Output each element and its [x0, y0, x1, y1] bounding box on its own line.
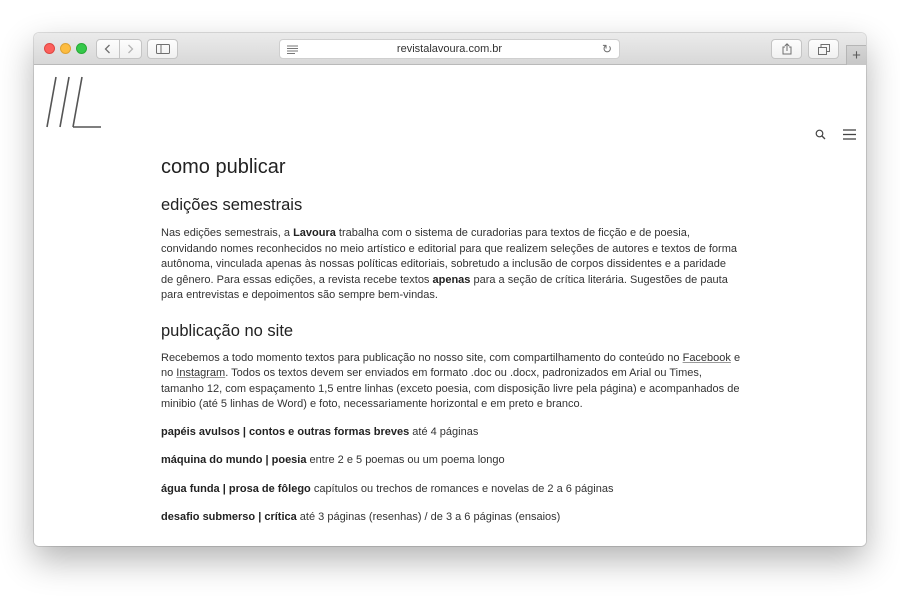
- facebook-link[interactable]: Facebook: [682, 351, 731, 364]
- category-item: água funda | prosa de fôlego capítulos ou trechos de romances e novelas de 2 a 6 páginas: [161, 482, 614, 495]
- close-window-button[interactable]: [44, 43, 55, 54]
- browser-window: [34, 33, 866, 546]
- bold-apenas: apenas: [432, 273, 471, 286]
- hamburger-menu-icon[interactable]: [843, 129, 856, 140]
- tabs-icon: [818, 44, 830, 55]
- reload-icon[interactable]: ↻: [601, 42, 612, 56]
- page-title: como publicar: [161, 156, 286, 178]
- paragraph-site: Recebemos a todo momento textos para publicação no nosso site, com compartilhamento do conteúdo no Facebook e no Instagram. Todos os textos devem ser enviados em formato .doc ou .docx, padronizados em Arial ou Times, tamanho 12, com espaçamento 1,5 entre linhas (exceto poesia, com disposição livre pela página) e acompanhados de minibio (até 5 linhas de Word) e foto, necessariamente horizontal e em preto e branco.: [161, 351, 741, 410]
- sidebar-icon: [156, 44, 170, 54]
- bold-lavoura: Lavoura: [293, 227, 336, 239]
- url-text: revistalavoura.com.br: [396, 43, 503, 55]
- article-content: [161, 155, 741, 526]
- show-tabs-button[interactable]: [808, 39, 839, 59]
- instagram-link[interactable]: Instagram: [176, 367, 226, 379]
- section-heading-site: publicação no site: [161, 321, 294, 340]
- site-logo[interactable]: [46, 76, 102, 128]
- category-item: desafio submerso | crítica até 3 páginas (resenhas) / de 3 a 6 páginas (ensaios): [161, 511, 561, 523]
- sidebar-toggle-button[interactable]: [147, 39, 178, 59]
- paragraph-semestrais: Nas edições semestrais, a Lavoura trabalha com o sistema de curadorias para textos de ficção e de poesia, convidando nomes reconhecidos no meio artístico e editorial para que realizem seleções de autores e textos de forma autônoma, vinculada apenas às nossas políticas editoriais, sobretudo a inclusão de corpos dissidentes e a paridade de gênero. Para essas edições, a revista recebe textos apenas para a seção de crítica literária. Sugestões de pauta para entrevistas e depoimentos são sempre bem-vindas.: [161, 227, 737, 301]
- chevron-right-icon: [127, 44, 134, 54]
- forward-button[interactable]: [119, 40, 142, 58]
- chevron-left-icon: [104, 44, 111, 54]
- section-heading-semestrais: edições semestrais: [161, 196, 303, 214]
- address-bar[interactable]: [279, 39, 620, 59]
- share-button[interactable]: [771, 39, 802, 59]
- zoom-window-button[interactable]: [76, 43, 87, 54]
- nav-buttons: [96, 39, 142, 59]
- category-item: papéis avulsos | contos e outras formas breves até 4 páginas: [161, 425, 479, 438]
- browser-toolbar: [34, 33, 866, 65]
- back-button[interactable]: [97, 40, 119, 58]
- plus-icon: +: [852, 47, 861, 64]
- share-icon: [782, 43, 792, 55]
- new-tab-button[interactable]: [846, 45, 866, 65]
- minimize-window-button[interactable]: [60, 43, 71, 54]
- category-item: máquina do mundo | poesia entre 2 e 5 poemas ou um poema longo: [161, 454, 505, 466]
- web-page: [34, 65, 866, 546]
- search-icon[interactable]: [815, 129, 826, 140]
